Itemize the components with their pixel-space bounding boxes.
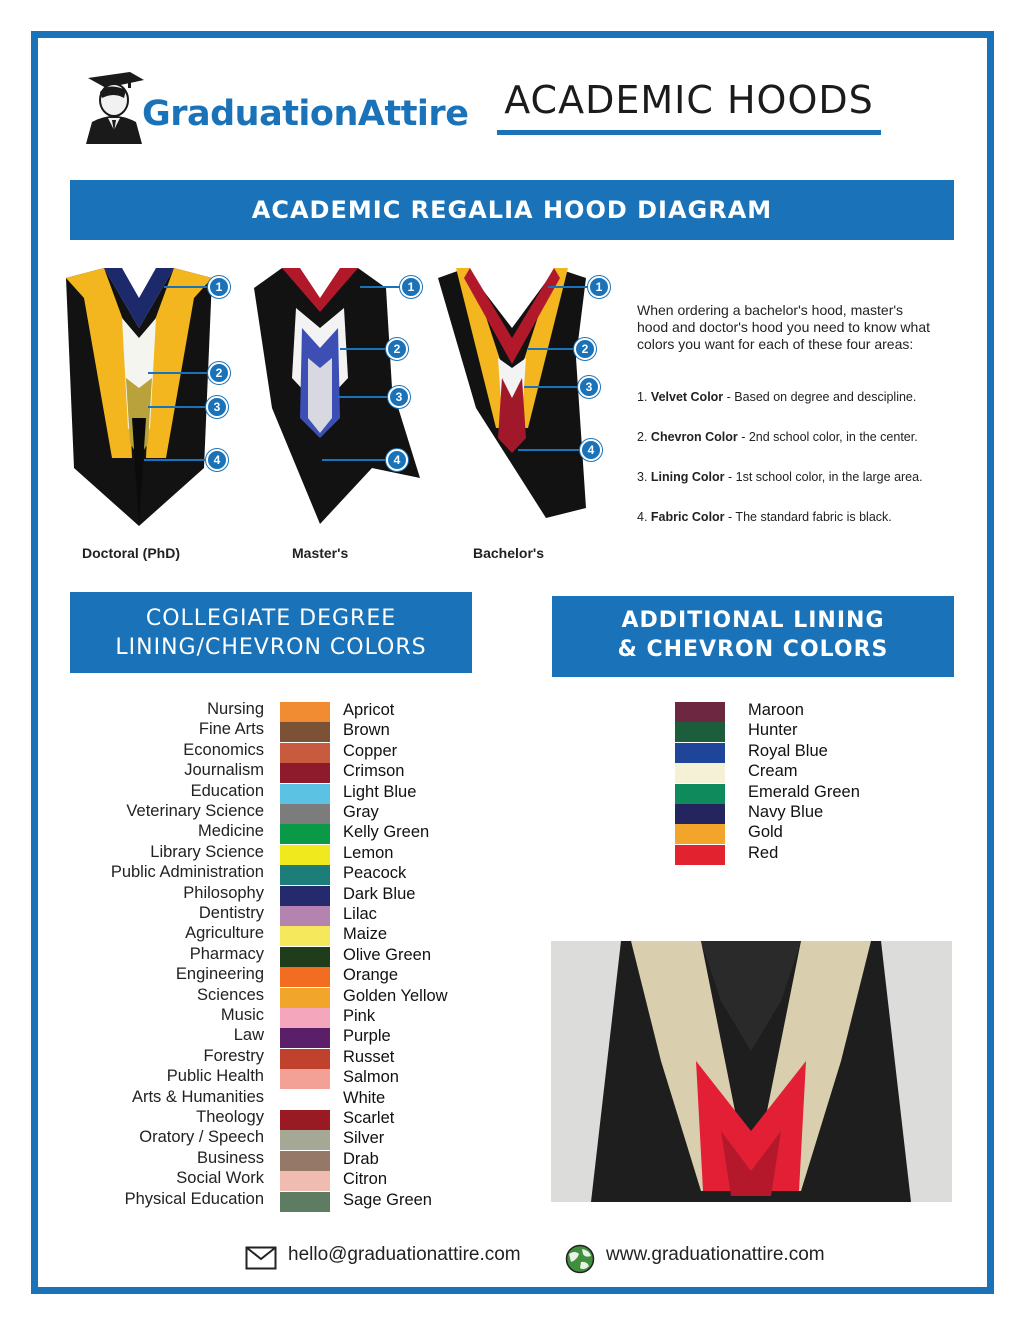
doctoral-marker-1: 1 [208,276,230,298]
color-name: Silver [343,1129,385,1148]
collegiate-color-row [0,1189,520,1212]
color-name: Maize [343,925,388,944]
color-name: Golden Yellow [343,986,448,1005]
bachelors-leader-2 [528,348,576,350]
collegiate-color-row [0,740,520,763]
color-name: Royal Blue [748,741,828,760]
area-item-lining: 3. Lining Color - 1st school color, in the large area. [637,470,923,484]
color-name: Pink [343,1007,376,1025]
degree-label: Arts & Humanities [131,1087,264,1106]
collegiate-color-row [0,883,520,906]
color-name: Maroon [748,701,804,719]
degree-label: Education [190,781,264,800]
bachelors-leader-1 [548,286,590,288]
color-name: Gray [343,803,379,821]
additional-color-row [600,722,960,742]
color-swatch [675,824,725,844]
color-swatch [280,906,330,926]
additional-color-row [600,845,960,865]
color-name: Gold [748,823,783,842]
color-swatch [280,1028,330,1048]
degree-label: Social Work [176,1169,264,1188]
diagram-banner: ACADEMIC REGALIA HOOD DIAGRAM [70,180,954,240]
masters-leader-3 [338,396,390,398]
envelope-icon [245,1246,277,1270]
color-name: Lemon [343,843,394,862]
color-name: Salmon [343,1068,399,1087]
color-swatch [280,1069,330,1089]
color-name: Drab [343,1149,379,1168]
collegiate-color-row [0,804,520,824]
color-name: Scarlet [343,1109,395,1127]
degree-label: Medicine [197,822,264,841]
page-title: ACADEMIC HOODS [504,78,874,122]
doctoral-leader-4 [144,459,208,461]
bachelors-marker-3: 3 [578,376,600,398]
color-swatch [675,784,725,804]
collegiate-color-row [0,1069,520,1089]
graduate-mascot-icon [78,70,146,144]
collegiate-color-row [0,1130,520,1150]
color-name: Orange [343,966,399,985]
degree-label: Oratory / Speech [139,1128,264,1147]
color-name: White [343,1088,386,1107]
degree-label: Public Administration [110,863,264,882]
color-swatch [280,1008,330,1028]
masters-caption: Master's [292,545,349,561]
additional-color-row [600,702,960,722]
collegiate-color-row [0,781,520,804]
degree-label: Journalism [184,761,264,780]
color-swatch [675,804,725,824]
degree-label: Forestry [203,1046,264,1065]
color-name: Hunter [748,721,798,740]
collegiate-color-row [0,944,520,967]
color-swatch [675,702,725,722]
doctoral-marker-4: 4 [206,449,228,471]
collegiate-banner-line1: COLLEGIATE DEGREE [145,606,397,631]
color-swatch [280,947,330,967]
collegiate-color-row [0,1008,520,1028]
color-name: Apricot [343,701,395,719]
color-swatch [675,845,725,865]
collegiate-color-row [0,967,520,987]
collegiate-color-row [0,1148,520,1171]
masters-leader-2 [340,348,388,350]
color-swatch [280,988,330,1008]
color-swatch [280,1192,330,1212]
color-swatch [280,967,330,987]
color-name: Cream [748,762,798,781]
doctoral-leader-2 [148,372,210,374]
collegiate-color-row [0,1046,520,1069]
color-swatch [280,763,330,783]
color-name: Emerald Green [748,782,860,801]
color-name: Russet [343,1047,395,1066]
doctoral-marker-2: 2 [208,362,230,384]
color-name: Lilac [343,905,377,923]
collegiate-color-row [0,1171,520,1191]
color-name: Copper [343,741,398,760]
color-name: Olive Green [343,945,432,964]
collegiate-color-row [0,1087,520,1110]
degree-label: Economics [183,740,264,759]
bachelors-marker-4: 4 [580,439,602,461]
color-swatch [280,722,330,742]
color-swatch [675,743,725,763]
color-swatch [675,763,725,783]
collegiate-color-row [0,824,520,844]
collegiate-color-row [0,702,520,722]
color-name: Peacock [343,864,407,883]
doctoral-marker-3: 3 [206,396,228,418]
color-swatch [280,1151,330,1171]
collegiate-color-row [0,722,520,742]
color-swatch [280,886,330,906]
degree-label: Pharmacy [189,944,264,963]
additional-color-row [600,784,960,804]
color-name: Navy Blue [748,803,824,821]
color-swatch [280,784,330,804]
area-item-fabric: 4. Fabric Color - The standard fabric is black. [637,510,892,524]
collegiate-color-row [0,1110,520,1130]
doctoral-caption: Doctoral (PhD) [82,545,180,561]
color-swatch [280,865,330,885]
collegiate-color-row [0,1028,520,1048]
degree-label: Public Health [166,1067,264,1086]
additional-color-row [600,804,960,824]
additional-banner-line1: ADDITIONAL LINING [621,608,885,633]
color-name: Kelly Green [343,823,430,842]
degree-label: Agriculture [185,924,264,943]
color-swatch [280,702,330,722]
bachelors-leader-3 [524,386,580,388]
diagram-intro-text: When ordering a bachelor's hood, master's hood and doctor's hood you need to know what colors you want for each of these four areas: [637,302,930,352]
bachelors-marker-2: 2 [574,338,596,360]
degree-label: Music [220,1006,264,1024]
collegiate-banner [70,592,472,673]
color-swatch [280,1110,330,1130]
color-swatch [280,1090,330,1110]
collegiate-color-row [0,906,520,926]
color-name: Brown [343,721,390,740]
color-swatch [675,722,725,742]
color-swatch [280,824,330,844]
degree-label: Law [233,1026,264,1045]
degree-label: Dentistry [198,904,264,922]
color-swatch [280,1130,330,1150]
additional-banner [552,596,954,677]
color-swatch [280,926,330,946]
degree-label: Philosophy [183,883,264,902]
additional-color-row [600,743,960,763]
brand-name: GraduationAttire [142,94,469,134]
color-swatch [280,743,330,763]
bachelors-caption: Bachelor's [473,545,545,561]
color-name: Citron [343,1170,388,1189]
hood-photo [551,941,952,1202]
area-item-velvet: 1. Velvet Color - Based on degree and descipline. [637,390,917,404]
collegiate-color-row [0,865,520,885]
masters-marker-1: 1 [400,276,422,298]
degree-label: Fine Arts [198,720,264,739]
title-underline [497,130,881,135]
collegiate-banner-line2: LINING/CHEVRON COLORS [115,635,427,660]
color-name: Crimson [343,762,405,781]
color-swatch [280,1049,330,1069]
brand-logo[interactable] [78,70,469,146]
collegiate-color-row [0,985,520,1008]
degree-label: Theology [196,1108,264,1126]
color-swatch [280,1171,330,1191]
degree-label: Engineering [175,965,264,984]
degree-label: Business [197,1148,264,1167]
color-name: Dark Blue [343,884,416,903]
doctoral-leader-3 [148,406,206,408]
doctoral-hood-diagram [64,268,214,528]
additional-banner-line2: & CHEVRON COLORS [617,637,889,662]
collegiate-color-row [0,926,520,946]
color-swatch [280,845,330,865]
masters-marker-3: 3 [388,386,410,408]
masters-leader-1 [360,286,402,288]
masters-marker-4: 4 [386,449,408,471]
color-name: Sage Green [343,1190,432,1209]
bachelors-leader-4 [518,449,582,451]
doctoral-leader-1 [164,286,210,288]
degree-label: Sciences [197,985,264,1004]
degree-label: Library Science [150,842,264,861]
collegiate-color-row [0,763,520,783]
area-item-chevron: 2. Chevron Color - 2nd school color, in the center. [637,430,918,444]
color-swatch [280,804,330,824]
footer-website-link[interactable]: www.graduationattire.com [606,1244,825,1265]
hood-photo-image [551,941,952,1202]
degree-label: Nursing [207,700,264,718]
masters-leader-4 [322,459,386,461]
bachelors-marker-1: 1 [588,276,610,298]
additional-color-row [600,763,960,783]
globe-icon [565,1244,595,1274]
additional-color-row [600,824,960,844]
color-name: Light Blue [343,782,417,801]
bachelors-hood-diagram [436,268,596,528]
degree-label: Veterinary Science [126,802,264,820]
collegiate-color-row [0,842,520,865]
masters-marker-2: 2 [386,338,408,360]
color-name: Red [748,843,779,862]
degree-label: Physical Education [124,1189,264,1208]
footer-email-link[interactable]: hello@graduationattire.com [288,1244,521,1265]
color-name: Purple [343,1027,391,1046]
